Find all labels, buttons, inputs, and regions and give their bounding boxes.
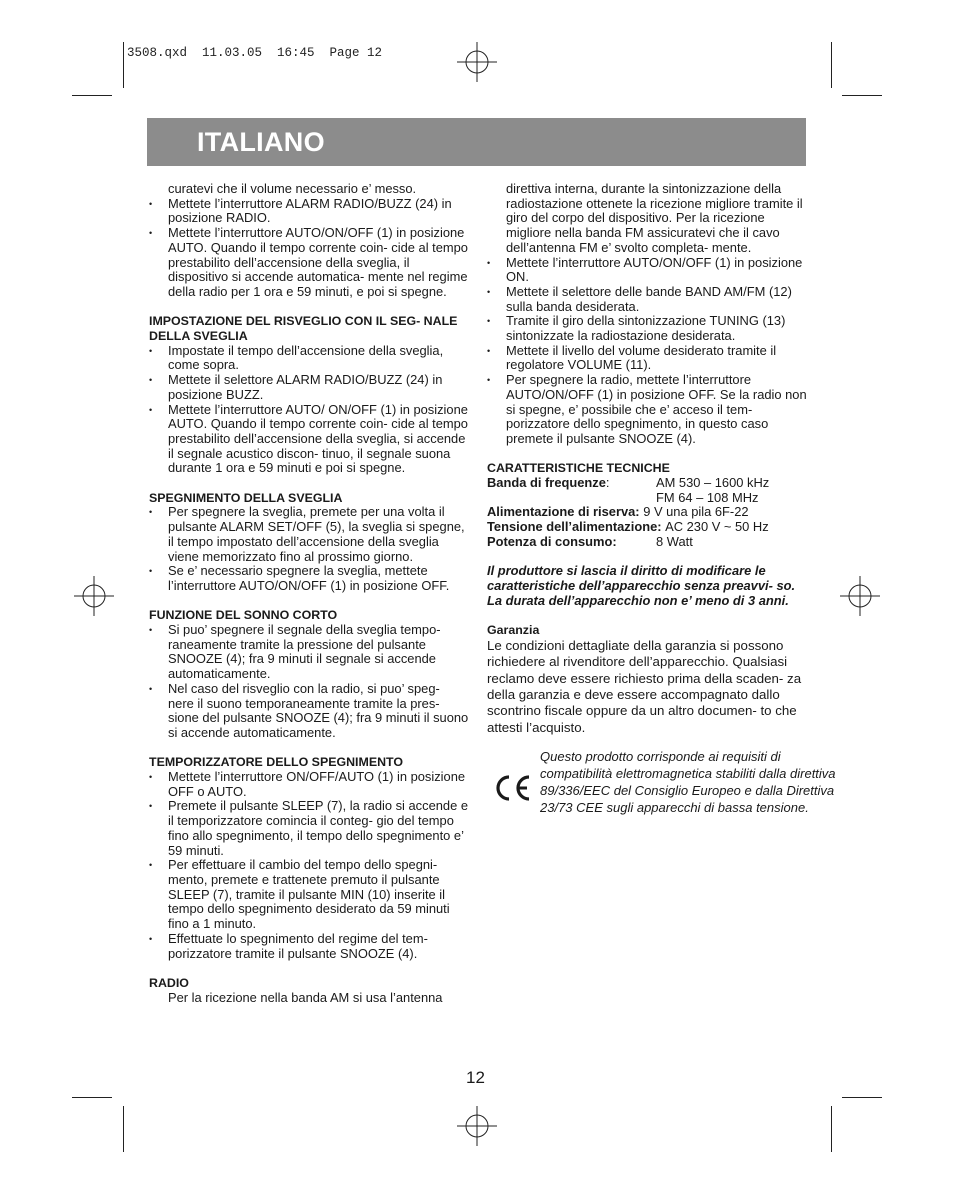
page-number: 12 bbox=[466, 1068, 485, 1087]
notice-text: La durata dell’apparecchio non e’ meno di 3 anni. bbox=[487, 592, 789, 608]
spec-value: AM 530 – 1600 kHz bbox=[656, 475, 770, 491]
spec-label: Potenza di consumo: bbox=[487, 533, 617, 549]
list-item: • Si puo’ spegnere il segnale della sveglia tempo- raneamente tramite la pressione del pulsante SNOOZE (4); fra 9 minuti il segnale si accende automaticamente. bbox=[149, 623, 469, 682]
print-slug: 3508.qxd 11.03.05 16:45 Page 12 bbox=[127, 46, 383, 60]
crop-mark bbox=[72, 95, 112, 96]
registration-mark-icon bbox=[840, 576, 880, 616]
list-item: • Tramite il giro della sintonizzazione TUNING (13) sintonizzate la radiostazione desiderata. bbox=[487, 314, 809, 343]
list-item: • Per effettuare il cambio del tempo dello spegni- mento, premete e trattenete premuto il pulsante SLEEP (7), tramite il pulsante MIN (10) inserite il tempo dello spegnimento desiderato da 59 minuti fino a 1 minuto. bbox=[149, 858, 469, 932]
list-item: • Mettete il livello del volume desiderato tramite il regolatore VOLUME (11). bbox=[487, 344, 809, 373]
spec-row bbox=[487, 476, 809, 491]
crop-mark bbox=[842, 1097, 882, 1098]
section-heading: TEMPORIZZATORE DELLO SPEGNIMENTO bbox=[149, 755, 404, 770]
notice-text: Il produttore si lascia il diritto di modificare le caratteristiche dell’apparecchio senza preavvi- so. bbox=[487, 563, 796, 593]
right-column bbox=[487, 181, 836, 829]
section-heading: SPEGNIMENTO DELLA SVEGLIA bbox=[149, 490, 343, 505]
bullet-list bbox=[149, 505, 469, 593]
spec-row bbox=[487, 520, 809, 535]
spec-value: 8 Watt bbox=[656, 533, 693, 549]
registration-mark-icon bbox=[74, 576, 114, 616]
crop-mark bbox=[123, 1106, 124, 1152]
list-item: • Mettete l’interruttore AUTO/ON/OFF (1) in posizione AUTO. Quando il tempo corrente coin- cide al tempo prestabilito dell’accensione della sveglia, il dispositivo si accende automatica- mente nel regime della radio per 1 ora e 59 minuti, e poi si spegne. bbox=[149, 226, 469, 300]
ce-statement bbox=[487, 749, 836, 829]
paragraph: direttiva interna, durante la sintonizzazione della radiostazione ottenete la ricezione migliore tramite il giro del corpo del dispositivo. Per la ricezione migliore nella banda FM assicuratevi che il cavo dell’antenna FM e’ svolto completa- mente. bbox=[506, 181, 803, 255]
section-heading: RADIO bbox=[149, 975, 189, 990]
bullet-list bbox=[149, 770, 469, 961]
ce-text: Questo prodotto corrisponde ai requisiti di compatibilità elettromagnetica stabiliti dalla direttiva 89/336/EEC del Consiglio Europeo e dalla Direttiva 23/73 CEE sugli apparecchi di bassa tensione. bbox=[540, 749, 836, 815]
bullet-list bbox=[149, 197, 469, 300]
list-item: • Nel caso del risveglio con la radio, si puo’ speg- nere il suono temporaneamente tramite la pres- sione del pulsante SNOOZE (4); fra 9 minuti il suono si accende automaticamente. bbox=[149, 682, 469, 741]
bullet-list bbox=[487, 256, 809, 447]
paragraph: curatevi che il volume necessario e’ messo. bbox=[168, 181, 417, 196]
list-item: • Mettete l’interruttore AUTO/ ON/OFF (1) in posizione AUTO. Quando il tempo corrente coin- cide al tempo prestabilito dell’accensione della sveglia, si accende il segnale acustico discon- tinuo, il segnale suona durante 1 ora e 59 minuti e poi si spegne. bbox=[149, 403, 469, 477]
spec-table bbox=[487, 476, 809, 550]
list-item: • Se e’ necessario spegnere la sveglia, mettete l’interruttore AUTO/ON/OFF (1) in posizione OFF. bbox=[149, 564, 469, 593]
spec-value: FM 64 – 108 MHz bbox=[656, 489, 759, 505]
spec-value: AC 230 V ~ 50 Hz bbox=[665, 519, 769, 535]
list-item: • Mettete l’interruttore ON/OFF/AUTO (1) in posizione OFF o AUTO. bbox=[149, 770, 469, 799]
bullet-list bbox=[149, 623, 469, 741]
crop-mark bbox=[831, 42, 832, 88]
spec-row bbox=[487, 491, 809, 506]
crop-mark bbox=[123, 42, 124, 88]
section-heading: Garanzia bbox=[487, 623, 540, 638]
list-item: • Mettete l’interruttore AUTO/ON/OFF (1) in posizione ON. bbox=[487, 256, 809, 285]
list-item: • Per spegnere la sveglia, premete per una volta il pulsante ALARM SET/OFF (5), la sveglia si spegne, il tempo impostato dell’accensione della sveglia viene memorizzato fino al prossimo giorno. bbox=[149, 505, 469, 564]
list-item: • Mettete l’interruttore ALARM RADIO/BUZZ (24) in posizione RADIO. bbox=[149, 197, 469, 226]
spec-row bbox=[487, 505, 809, 520]
paragraph: Le condizioni dettagliate della garanzia si possono richiedere al rivenditore dell’apparecchio. Qualsiasi reclamo deve essere richiesto prima della scaden- za della garanzia e deve essere accompagnato dallo scontrino fiscale oppure da un altro documen- to che attesti l’acquisto. bbox=[487, 637, 802, 735]
crop-mark bbox=[831, 1106, 832, 1152]
list-item: • Mettete il selettore delle bande BAND AM/FM (12) sulla banda desiderata. bbox=[487, 285, 809, 314]
registration-mark-icon bbox=[457, 1106, 497, 1146]
list-item: • Effettuate lo spegnimento del regime del tem- porizzatore tramite il pulsante SNOOZE (4). bbox=[149, 932, 469, 961]
language-banner bbox=[147, 118, 806, 166]
list-item: • Per spegnere la radio, mettete l’interruttore AUTO/ON/OFF (1) in posizione OFF. Se la radio non si spegne, e’ possibile che e’ acceso il tem- porizzatore dello spegnimento, in questo caso premete il pulsante SNOOZE (4). bbox=[487, 373, 809, 447]
crop-mark bbox=[72, 1097, 112, 1098]
ce-mark-icon bbox=[493, 773, 533, 803]
list-item: • Mettete il selettore ALARM RADIO/BUZZ (24) in posizione BUZZ. bbox=[149, 373, 469, 402]
bullet-list bbox=[149, 344, 469, 476]
section-heading: CARATTERISTICHE TECNICHE bbox=[487, 461, 670, 476]
list-item: • Impostate il tempo dell’accensione della sveglia, come sopra. bbox=[149, 344, 469, 373]
registration-mark-icon bbox=[457, 42, 497, 82]
spec-colon: : bbox=[605, 475, 610, 491]
spec-label: Banda di frequenze bbox=[487, 475, 606, 491]
spec-label: Alimentazione di riserva: bbox=[487, 504, 640, 520]
crop-mark bbox=[842, 95, 882, 96]
section-heading: IMPOSTAZIONE DEL RISVEGLIO CON IL SEG- NALE DELLA SVEGLIA bbox=[149, 314, 458, 344]
section-heading: FUNZIONE DEL SONNO CORTO bbox=[149, 608, 338, 623]
left-column bbox=[149, 182, 469, 1005]
spec-label: Tensione dell’alimentazione: bbox=[487, 519, 662, 535]
spec-value: 9 V una pila 6F-22 bbox=[643, 504, 749, 520]
list-item: • Premete il pulsante SLEEP (7), la radio si accende e il temporizzatore comincia il conteg- gio del tempo fino allo spegnimento, il tempo dello spegnimento e’ 59 minuti. bbox=[149, 799, 469, 858]
paragraph: Per la ricezione nella banda AM si usa l’antenna bbox=[168, 989, 443, 1005]
page-title: ITALIANO bbox=[197, 127, 325, 157]
spec-row bbox=[487, 535, 809, 550]
